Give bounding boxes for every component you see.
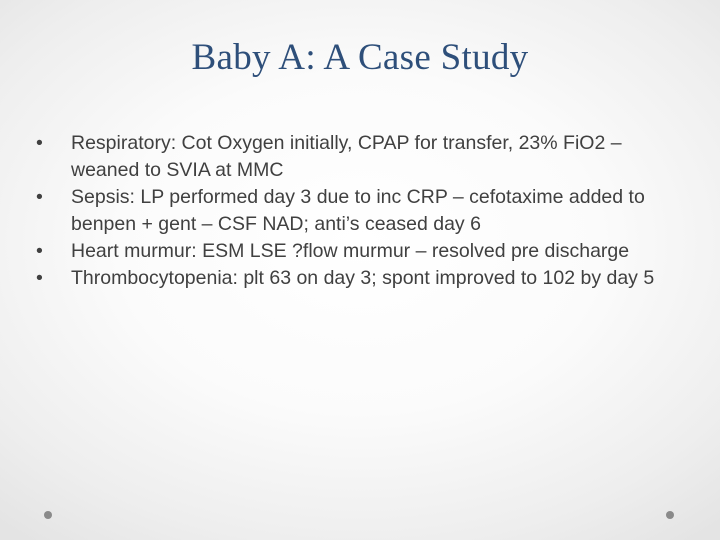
bullet-text: Sepsis: LP performed day 3 due to inc CRP – cefotaxime added to benpen + gent – CSF NAD; anti’s ceased day 6 [71, 186, 645, 235]
bullet-icon: • [36, 186, 43, 208]
bullet-icon: • [36, 132, 43, 154]
bullet-list [36, 130, 686, 292]
bullet-text: Thrombocytopenia: plt 63 on day 3; spont improved to 102 by day 5 [71, 267, 655, 289]
bullet-text: Respiratory: Cot Oxygen initially, CPAP for transfer, 23% FiO2 – weaned to SVIA at MMC [71, 132, 622, 181]
bullet-text: Heart murmur: ESM LSE ?flow murmur – resolved pre discharge [71, 240, 630, 262]
corner-dot-left-icon [44, 511, 52, 519]
bullet-item-respiratory [36, 130, 686, 184]
bullet-icon: • [36, 240, 43, 262]
slide-title: Baby A: A Case Study [191, 37, 529, 78]
bullet-item-thrombocytopenia [36, 265, 686, 292]
bullet-icon: • [36, 267, 43, 289]
bullet-item-heart-murmur [36, 238, 686, 265]
bullet-item-sepsis [36, 184, 686, 238]
corner-dot-right-icon [666, 511, 674, 519]
